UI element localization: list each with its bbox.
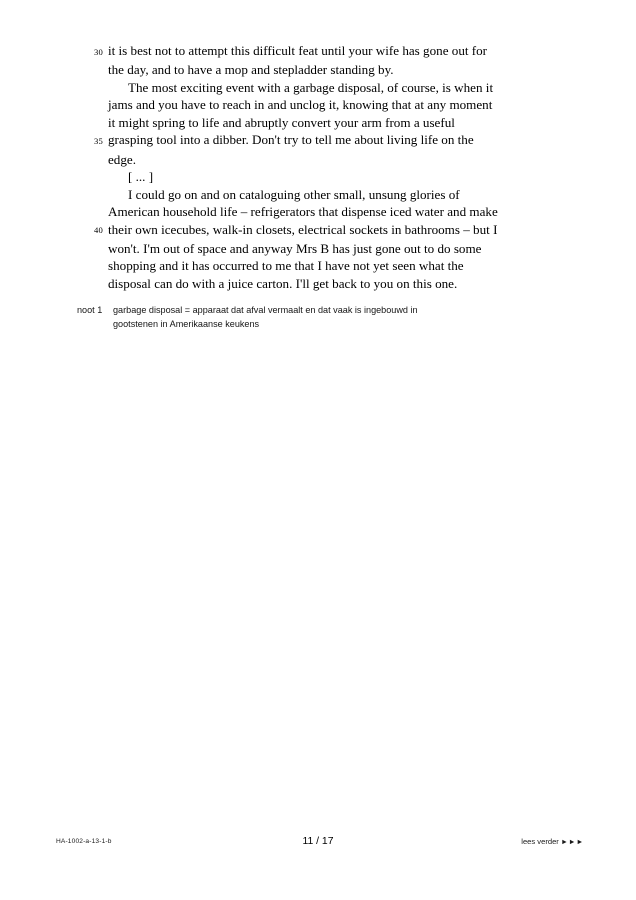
footnote-text-line-1: garbage disposal = apparaat dat afval vermaalt en dat vaak is ingebouwd in bbox=[113, 305, 418, 315]
passage-line bbox=[0, 203, 636, 220]
line-text: grasping tool into a dibber. Don't try to tell me about living life on the bbox=[108, 132, 474, 148]
line-text: disposal can do with a juice carton. I'll get back to you on this one. bbox=[108, 275, 458, 291]
passage-line bbox=[0, 96, 636, 113]
line-text: The most exciting event with a garbage disposal, of course, is when it bbox=[128, 79, 494, 95]
triangle-right-icon: ►►► bbox=[560, 837, 584, 846]
passage-line bbox=[0, 240, 636, 257]
footnote-block bbox=[77, 303, 547, 331]
line-text: jams and you have to reach in and unclog it, knowing that at any moment bbox=[108, 97, 493, 113]
line-text: American household life – refrigerators that dispense iced water and make bbox=[108, 204, 498, 220]
line-text: it might spring to life and abruptly convert your arm from a useful bbox=[108, 114, 455, 130]
line-text: it is best not to attempt this difficult feat until your wife has gone out for bbox=[108, 43, 488, 58]
passage-line bbox=[0, 79, 636, 96]
line-text: won't. I'm out of space and anyway Mrs B has just gone out to do some bbox=[108, 240, 482, 256]
line-number: 35 bbox=[94, 135, 103, 146]
passage-line bbox=[0, 168, 636, 185]
reading-passage bbox=[0, 42, 636, 292]
continue-label: lees verder bbox=[521, 837, 559, 846]
footnote-row bbox=[77, 303, 547, 331]
page-footer bbox=[0, 836, 636, 854]
line-text: the day, and to have a mop and stepladder standing by. bbox=[108, 62, 394, 78]
footnote-label: noot 1 bbox=[77, 305, 103, 315]
passage-line bbox=[0, 61, 636, 78]
passage-line bbox=[0, 257, 636, 274]
footnote-text-line-2: gootstenen in Amerikaanse keukens bbox=[113, 319, 260, 329]
passage-line bbox=[0, 131, 636, 150]
passage-line bbox=[0, 42, 636, 61]
passage-line bbox=[0, 221, 636, 240]
exam-code: HA-1002-a-13-1-b bbox=[56, 838, 112, 845]
line-number: 30 bbox=[94, 46, 103, 57]
passage-lines bbox=[0, 42, 636, 292]
passage-line bbox=[0, 186, 636, 203]
line-number: 40 bbox=[94, 225, 103, 236]
line-text: shopping and it has occurred to me that I have not yet seen what the bbox=[108, 258, 464, 274]
passage-line bbox=[0, 275, 636, 292]
page-number: 11 / 17 bbox=[302, 836, 334, 847]
line-text: their own icecubes, walk-in closets, electrical sockets in bathrooms – but I bbox=[108, 221, 498, 237]
passage-line bbox=[0, 151, 636, 168]
continue-notice bbox=[521, 837, 584, 846]
line-text: I could go on and on cataloguing other small, unsung glories of bbox=[128, 186, 460, 202]
line-text: [ ... ] bbox=[128, 169, 154, 185]
line-text: edge. bbox=[108, 151, 136, 167]
passage-line bbox=[0, 114, 636, 131]
footnote-text bbox=[113, 303, 547, 331]
